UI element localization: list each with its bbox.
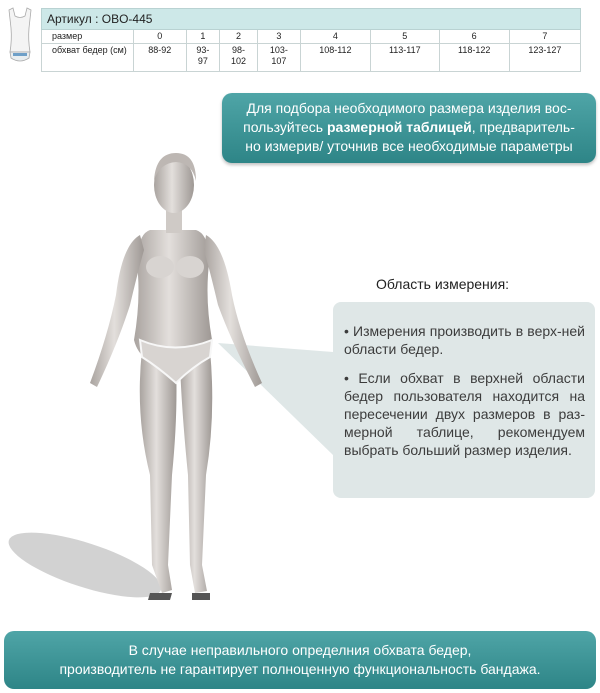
size-table <box>41 8 581 72</box>
size-cell: 6 <box>439 30 509 44</box>
hip-cell <box>257 44 300 72</box>
size-cell: 5 <box>370 30 439 44</box>
hip-row-label: обхват бедер (см) <box>42 44 134 72</box>
hip-line: 108-112 <box>319 45 352 55</box>
hip-cell <box>186 44 220 72</box>
instruction-bullet: • Если обхват в верхней области бедер пользователя находится на пересечении двух размеров в раз-мерной таблице, рекомендуем выбрать больший размер изделия. <box>344 370 585 458</box>
callout-text: , предваритель- <box>471 119 575 135</box>
measurement-area-title: Область измерения: <box>376 276 510 292</box>
hip-cell <box>300 44 370 72</box>
size-cell: 3 <box>257 30 300 44</box>
warning-banner <box>4 631 596 689</box>
size-row <box>42 30 581 44</box>
article-label: Артикул : OBO-445 <box>42 9 581 30</box>
hip-cell <box>509 44 580 72</box>
callout-bold-text: размерной таблицей <box>326 119 472 135</box>
size-cell: 4 <box>300 30 370 44</box>
warning-line: В случае неправильного определния обхвата бедер, <box>128 642 472 658</box>
hip-line: 123-127 <box>528 45 562 55</box>
instruction-bullet: • Измерения производить в верх-ней области бедер. <box>344 323 585 357</box>
hip-line: 102 <box>231 56 247 66</box>
callout-line <box>234 118 584 137</box>
hip-line: 93- <box>196 45 210 55</box>
size-cell: 0 <box>134 30 187 44</box>
callout-line: но измерив/ уточнив все необходимые параметры <box>245 138 573 154</box>
size-cell: 7 <box>509 30 580 44</box>
size-row-label: размер <box>42 30 134 44</box>
measurement-info-box <box>333 302 595 498</box>
size-cell: 2 <box>220 30 258 44</box>
hip-cell <box>220 44 258 72</box>
model-figure <box>0 145 330 625</box>
callout-line: Для подбора необходимого размера изделия вос- <box>246 100 572 116</box>
warning-line: производитель не гарантирует полноценную функциональность бандажа. <box>59 661 541 677</box>
product-thumbnail <box>4 6 36 68</box>
hip-line: 98- <box>232 45 246 55</box>
hip-line: 118-122 <box>457 45 491 55</box>
hip-line: 113-117 <box>388 45 421 55</box>
hip-line: 103- <box>269 45 288 55</box>
hip-cell <box>134 44 187 72</box>
hip-line: 88-92 <box>148 45 172 55</box>
hip-cell <box>439 44 509 72</box>
size-cell: 1 <box>186 30 220 44</box>
hip-row <box>42 44 581 72</box>
hip-line: 107 <box>271 56 287 66</box>
hip-line: 97 <box>197 56 208 66</box>
callout-text: пользуйтесь <box>243 119 327 135</box>
hip-cell <box>370 44 439 72</box>
